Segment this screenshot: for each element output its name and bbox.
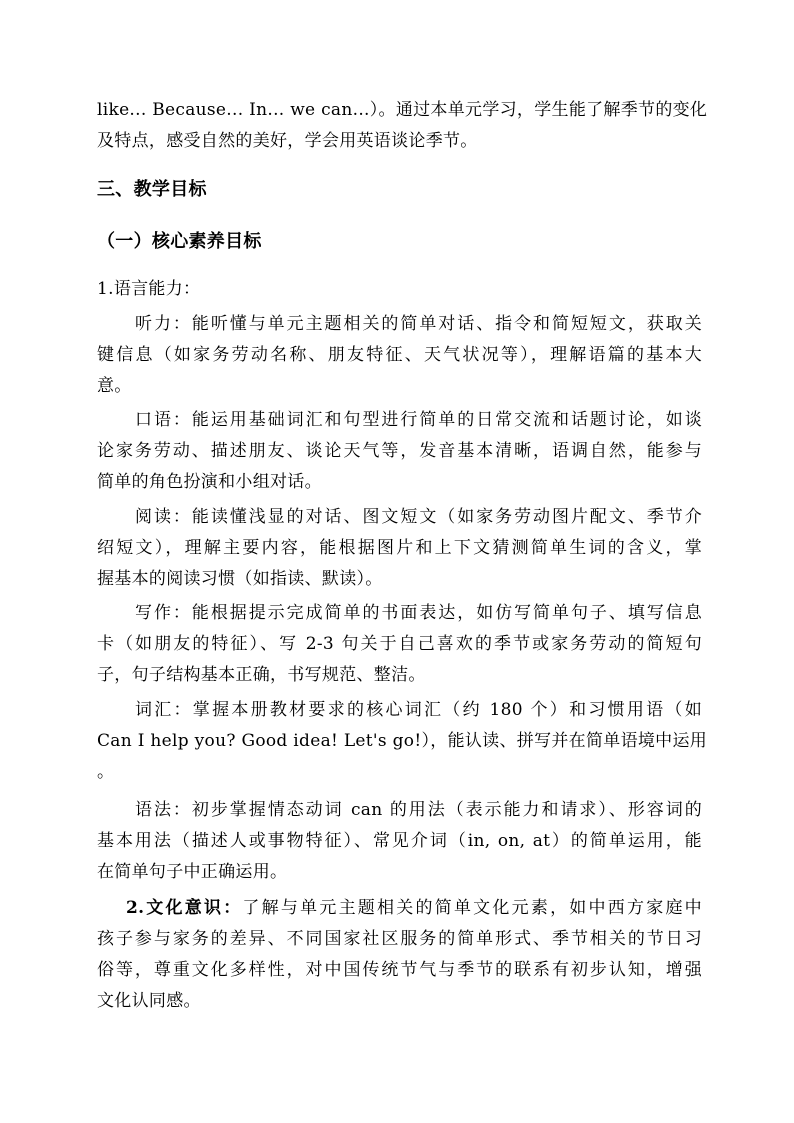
grammar-line-2: 基本用法（描述人或事物特征）、常见介词（in, on, at）的简单运用，能 [97, 831, 702, 851]
writing-line-2: 卡（如朋友的特征）、写 2-3 句关于自己喜欢的季节或家务劳动的简短句 [97, 634, 702, 654]
vocabulary-line-3: 。 [97, 762, 115, 782]
intro-line-2: 及特点，感受自然的美好，学会用英语谈论季节。 [97, 131, 478, 151]
intro-line-1: like... Because... In... we can...）。通过本单元学习，学生能了解季节的变化 [97, 100, 708, 120]
subsection-heading: （一）核心素养目标 [97, 231, 262, 252]
reading-line-3: 握基本的阅读习惯（如指读、默读）。 [97, 569, 383, 589]
culture-line-3: 俗等，尊重文化多样性，对中国传统节气与季节的联系有初步认知，增强 [97, 960, 702, 980]
speaking-line-2: 论家务劳动、描述朋友、谈论天气等，发音基本清晰，语调自然，能参与 [97, 441, 702, 461]
reading-line-2: 绍短文），理解主要内容，能根据图片和上下文猜测简单生词的含义，掌 [97, 538, 702, 558]
culture-label: 2.文化意识： [126, 898, 243, 918]
culture-line-4: 文化认同感。 [97, 991, 201, 1011]
listening-line-1: 听力：能听懂与单元主题相关的简单对话、指令和简短短文，获取关 [135, 314, 702, 334]
grammar-line-3: 在简单句子中正确运用。 [97, 862, 288, 882]
writing-line-3: 子，句子结构基本正确，书写规范、整洁。 [97, 665, 426, 685]
vocabulary-line-2: Can I help you? Good idea! Let's go!），能认读、拼写并在简单语境中运用 [97, 731, 708, 751]
writing-line-1: 写作：能根据提示完成简单的书面表达，如仿写简单句子、填写信息 [135, 603, 702, 623]
section-heading: 三、教学目标 [97, 179, 207, 200]
culture-line-1 [126, 891, 702, 925]
speaking-line-3: 简单的角色扮演和小组对话。 [97, 472, 322, 492]
listening-line-2: 键信息（如家务劳动名称、朋友特征、天气状况等），理解语篇的基本大 [97, 345, 702, 365]
listening-line-3: 意。 [97, 376, 132, 396]
grammar-line-1: 语法：初步掌握情态动词 can 的用法（表示能力和请求）、形容词的 [135, 800, 702, 820]
culture-line-2: 孩子参与家务的差异、不同国家社区服务的简单形式、季节相关的节日习 [97, 929, 702, 949]
culture-line-1-text: 了解与单元主题相关的简单文化元素，如中西方家庭中 [242, 898, 702, 918]
vocabulary-line-1: 词汇：掌握本册教材要求的核心词汇（约 180 个）和习惯用语（如 [135, 700, 702, 720]
item1-heading: 1.语言能力： [97, 279, 201, 299]
speaking-line-1: 口语：能运用基础词汇和句型进行简单的日常交流和话题讨论，如谈 [135, 410, 702, 430]
reading-line-1: 阅读：能读懂浅显的对话、图文短文（如家务劳动图片配文、季节介 [135, 507, 702, 527]
